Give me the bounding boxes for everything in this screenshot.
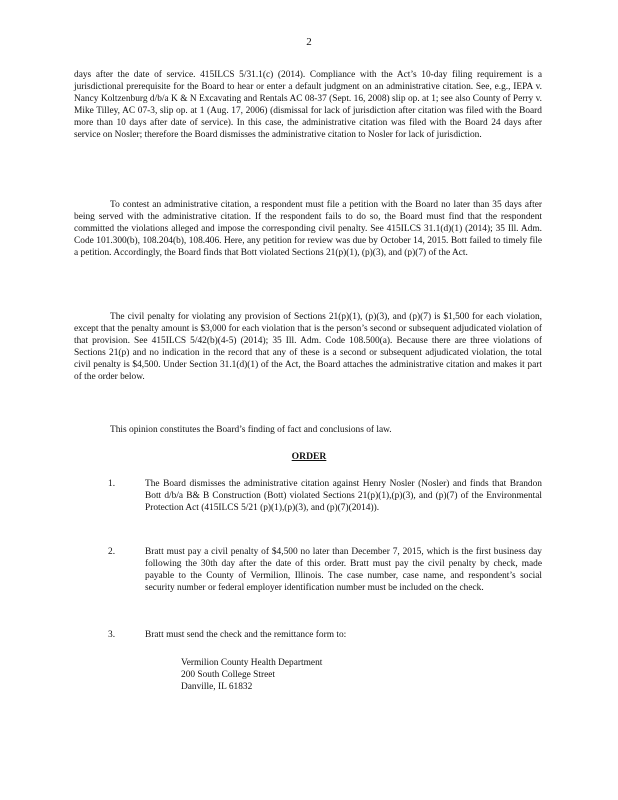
order-item-3 <box>108 629 542 641</box>
page-number: 2 <box>306 36 312 48</box>
order-item-text: Bratt must send the check and the remittance form to: <box>145 630 347 640</box>
order-heading: ORDER <box>291 451 327 462</box>
order-item-number: 1. <box>108 479 116 489</box>
order-item-1 <box>108 478 542 514</box>
order-item-number: 2. <box>108 547 116 557</box>
remittance-address <box>181 657 322 693</box>
order-item-text: The Board dismisses the administrative citation against Henry Nosler (Nosler) and finds that Brandon Bott d/b/a B& B Construction (Bott) violated Sections 21(p)(1),(p)(3), and (p)(7) of the Environmental Protection Act (415ILCS 5/21 (p)(1),(p)(3), and (p)(7)(2014)). <box>145 479 542 514</box>
paragraph-jurisdiction: days after the date of service. 415ILCS 5/31.1(c) (2014). Compliance with the Act’s 10-day filing requirement is a jurisdictional prerequisite for the Board to hear or enter a default judgment on an administrative citation. See, e.g., IEPA v. Nancy Koltzenburg d/b/a K & N Excavating and Rentals AC 08-37 (Sept. 16, 2008) slip op. at 1; see also County of Perry v. Mike Tilley, AC 07-3, slip op. at 1 (Aug. 17, 2006) (dismissal for lack of jurisdiction after citation was filed with the Board more than 10 days after date of service). In this case, the administrative citation was filed with the Board 24 days after service on Nosler; therefore the Board dismisses the administrative citation to Nosler for lack of jurisdiction. <box>74 70 542 141</box>
order-item-text: Bratt must pay a civil penalty of $4,500 no later than December 7, 2015, which is the first business day following the 30th day after the date of this order. Bratt must pay the civil penalty by check, made payable to the County of Vermilion, Illinois. The case number, case name, and respondent’s social security number or federal employer identification number must be included on the check. <box>145 547 542 594</box>
order-item-number: 3. <box>108 630 116 640</box>
address-line: Danville, IL 61832 <box>181 682 253 693</box>
paragraph-contest-citation: To contest an administrative citation, a respondent must file a petition with the Board no later than 35 days after being served with the administrative citation. If the respondent fails to do so, the Board must find that the respondent committed the violations alleged and impose the corresponding civil penalty. See 415ILCS 31.1(d)(1) (2014); 35 Ill. Adm. Code 101.300(b), 108.204(b), 108.406. Here, any petition for review was due by October 14, 2015. Bott failed to timely file a petition. Accordingly, the Board finds that Bott violated Sections 21(p)(1), (p)(3), and (p)(7) of the Act. <box>74 200 542 259</box>
order-item-2 <box>108 546 542 594</box>
paragraph-civil-penalty: The civil penalty for violating any provision of Sections 21(p)(1), (p)(3), and (p)(7) is $1,500 for each violation, except that the penalty amount is $3,000 for each violation that is the person’s second or subsequent adjudicated violation of that provision. See 415ILCS 5/42(b)(4-5) (2014); 35 Ill. Adm. Code 108.500(a). Because there are three violations of Sections 21(p) and no indication in the record that any of these is a second or subsequent adjudicated violation, the total civil penalty is $4,500. Under Section 31.1(d)(1) of the Act, the Board attaches the administrative citation and makes it part of the order below. <box>74 312 542 383</box>
address-line: Vermilion County Health Department <box>181 658 323 668</box>
paragraph-findings: This opinion constitutes the Board’s finding of fact and conclusions of law. <box>110 425 392 435</box>
address-line: 200 South College Street <box>181 670 276 681</box>
